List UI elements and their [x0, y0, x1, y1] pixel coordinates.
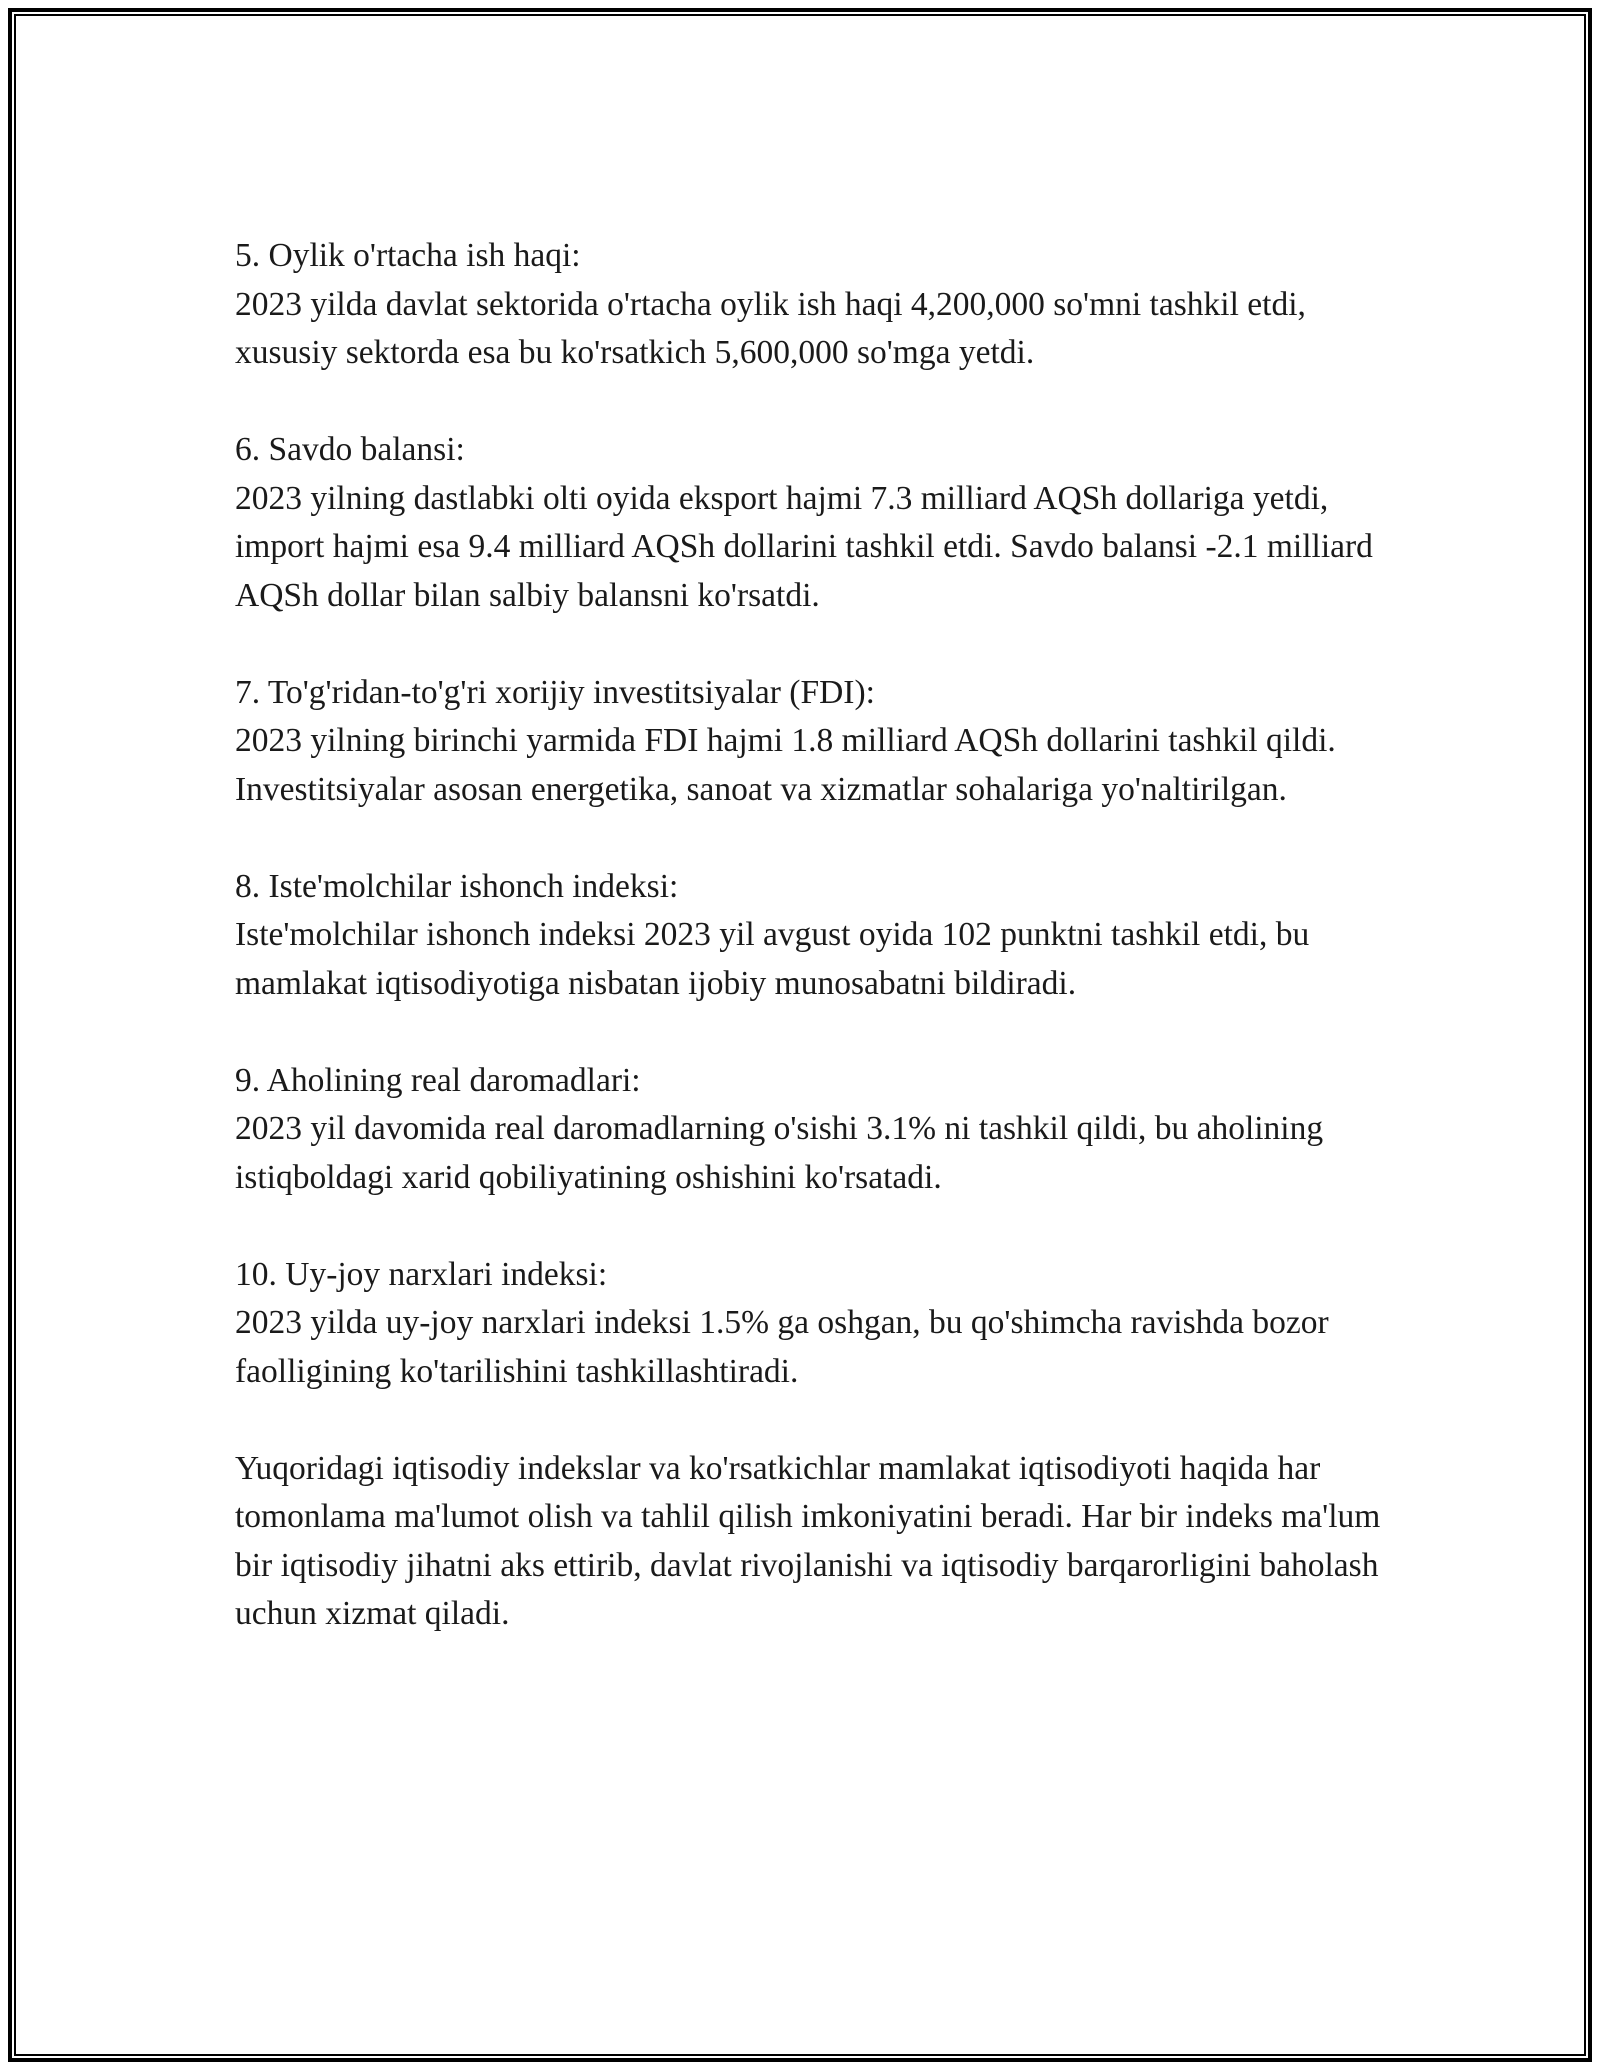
section-fdi — [235, 669, 1415, 815]
section-heading: 10. Uy-joy narxlari indeksi: — [235, 1255, 608, 1293]
section-heading: 7. To'g'ridan-to'g'ri xorijiy investitsiyalar (FDI): — [235, 673, 875, 711]
conclusion-text: Yuqoridagi iqtisodiy indekslar va ko'rsatkichlar mamlakat iqtisodiyoti haqida har tomonlama ma'lumot olish va tahlil qilish imkoniyatini beradi. Har bir indeks ma'lum bir iqtisodiy jihatni aks ettirib, davlat rivojlanishi va iqtisodiy barqarorligini baholash uchun xizmat qiladi. — [235, 1449, 1381, 1632]
section-real-income — [235, 1057, 1415, 1203]
section-monthly-wage — [235, 232, 1415, 378]
conclusion-paragraph — [235, 1445, 1415, 1639]
section-body: Iste'molchilar ishonch indeksi 2023 yil avgust oyida 102 punktni tashkil etdi, bu mamlakat iqtisodiyotiga nisbatan ijobiy munosabatni bildiradi. — [235, 916, 1310, 1002]
section-trade-balance — [235, 426, 1415, 620]
section-consumer-confidence — [235, 863, 1415, 1009]
section-body: 2023 yilning dastlabki olti oyida eksport hajmi 7.3 milliard AQSh dollariga yetdi, import hajmi esa 9.4 milliard AQSh dollarini tashkil etdi. Savdo balansi -2.1 milliard AQSh dollar bilan salbiy balansni ko'rsatdi. — [235, 479, 1373, 614]
section-housing-price-index — [235, 1251, 1415, 1397]
section-body: 2023 yilda uy-joy narxlari indeksi 1.5% ga oshgan, bu qo'shimcha ravishda bozor faolligining ko'tarilishini tashkillashtiradi. — [235, 1304, 1329, 1390]
section-body: 2023 yilda davlat sektorida o'rtacha oylik ish haqi 4,200,000 so'mni tashkil etdi, xususiy sektorda esa bu ko'rsatkich 5,600,000 so'mga yetdi. — [235, 285, 1306, 371]
document-body — [235, 232, 1415, 1639]
section-heading: 8. Iste'molchilar ishonch indeksi: — [235, 867, 679, 905]
section-heading: 5. Oylik o'rtacha ish haqi: — [235, 237, 581, 274]
section-heading: 6. Savdo balansi: — [235, 431, 465, 468]
section-heading: 9. Aholining real daromadlari: — [235, 1061, 641, 1099]
section-body: 2023 yil davomida real daromadlarning o'sishi 3.1% ni tashkil qildi, bu aholining istiqboldagi xarid qobiliyatining oshishini ko'rsatadi. — [235, 1110, 1324, 1196]
section-body: 2023 yilning birinchi yarmida FDI hajmi 1.8 milliard AQSh dollarini tashkil qildi. Investitsiyalar asosan energetika, sanoat va xizmatlar sohalariga yo'naltirilgan. — [235, 722, 1336, 808]
